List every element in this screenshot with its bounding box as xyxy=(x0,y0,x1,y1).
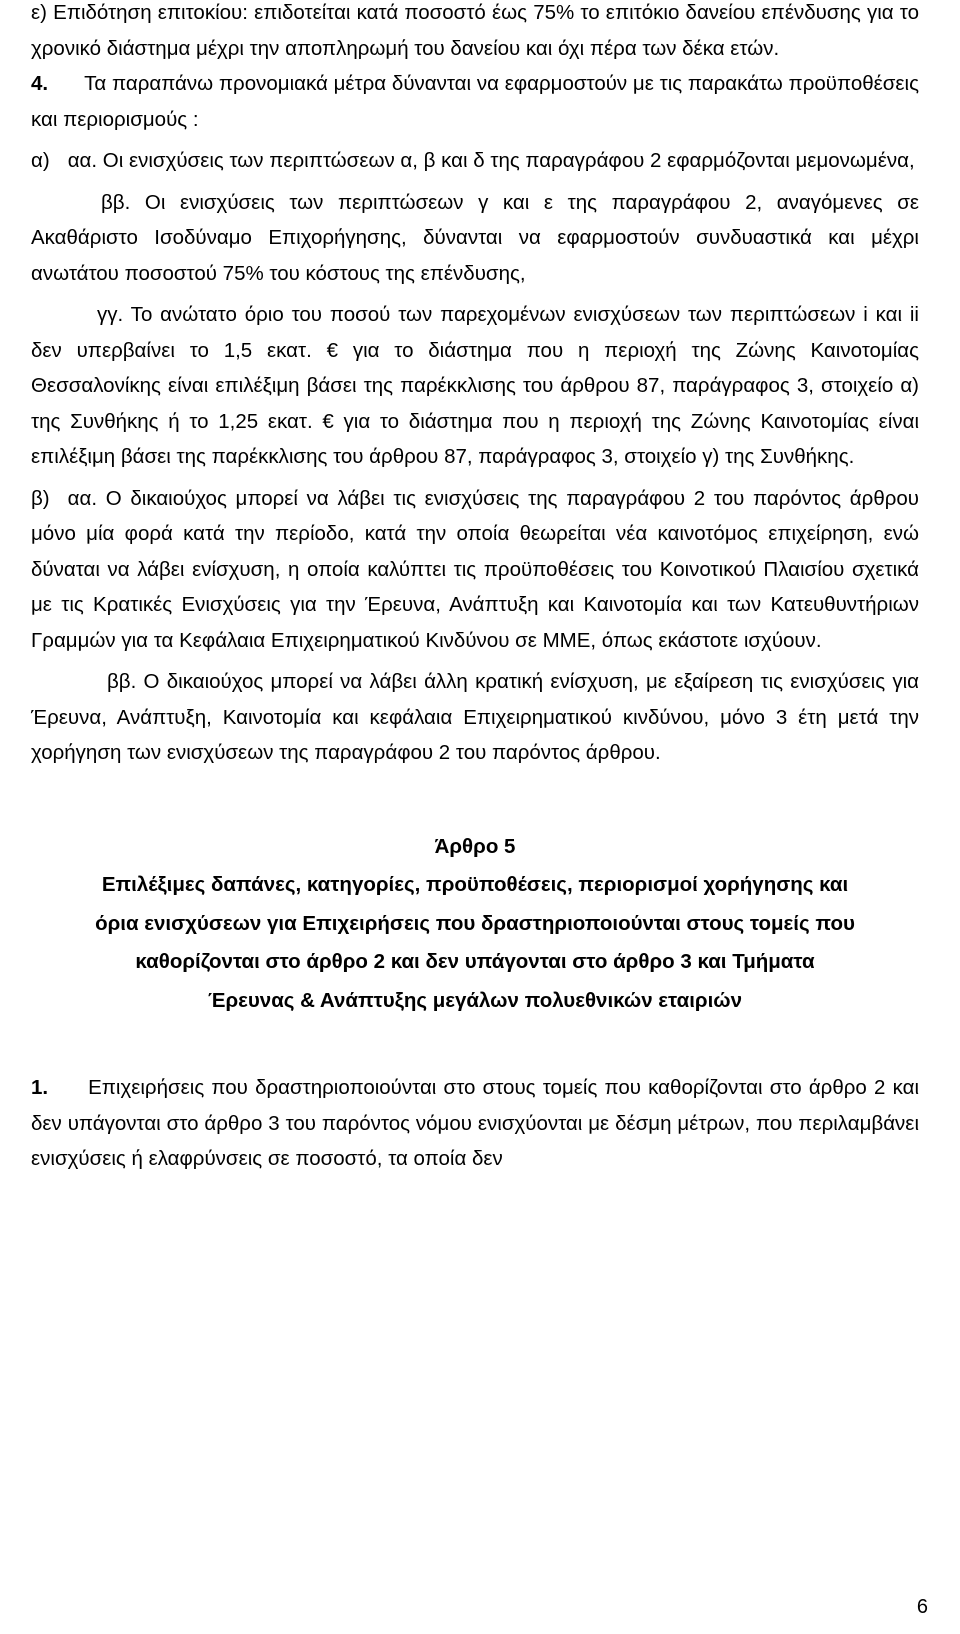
paragraph-e-text: ε) Επιδότηση επιτοκίου: επιδοτείται κατά ποσοστό έως 75% το επιτόκιο δανείου επένδυσης για το χρονικό διάστημα μέχρι την αποπληρωμή του δανείου και όχι πέρα των δέκα ετών. xyxy=(31,1,919,60)
item-a-label: α) xyxy=(31,149,50,172)
article-subtitle-line-4: Έρευνας & Ανάπτυξης μεγάλων πολυεθνικών εταιριών xyxy=(207,988,743,1012)
article-subtitle-line-2: όρια ενισχύσεων για Επιχειρήσεις που δραστηριοποιούνται στους τομείς που xyxy=(95,911,855,935)
item-a-aa-text: αα. Οι ενισχύσεις των περιπτώσεων α, β και δ της παραγράφου 2 εφαρμόζονται μεμονωμένα, xyxy=(67,149,915,172)
item-a-gg-text-2: για το διάστημα που η περιοχή της Ζώνης Καινοτομίας Θεσσαλονίκης είναι επιλέξιμη βάσει της παρέκκλισης του άρθρου 87, παράγραφος 3, στοιχείο α) της Συνθήκης ή το 1,25 εκατ. xyxy=(31,338,920,433)
item-a-bb-text: ββ. Οι ενισχύσεις των περιπτώσεων γ και ε της παραγράφου 2, αναγόμενες σε Ακαθάριστο Ισοδύναμο Επιχορήγησης, δύνανται να εφαρμοστούν συνδυαστικά και μέχρι ανωτάτου ποσοστού 75% του κόστους της επένδυσης, xyxy=(31,190,919,285)
article-paragraph-1 xyxy=(31,1070,919,1177)
item-b-aa-text: αα. Ο δικαιούχος μπορεί να λάβει τις ενισχύσεις της παραγράφου 2 του παρόντος άρθρου μόνο μία φορά κατά την περίοδο, κατά την οποία θεωρείται νέα καινοτόμος επιχείρηση, ενώ δύναται να λάβει ενίσχυση, η οποία καλύπτει τις προϋποθέσεις του Κοινοτικού Πλαισίου σχετικά με τις Κρατικές Ενισχύσεις για την Έρευνα, Ανάπτυξη και Καινοτομία και των Κατευθυντήριων Γραμμών για τα Κεφάλαια Επιχειρηματικού Κινδύνου σε ΜΜΕ, όπως εκάστοτε ισχύουν. xyxy=(31,486,919,652)
document-page xyxy=(31,0,919,1177)
article-subtitle-line-1: Επιλέξιμες δαπάνες, κατηγορίες, προϋποθέσεις, περιορισμοί χορήγησης και xyxy=(101,873,849,896)
paragraph-a-bb xyxy=(31,185,919,292)
article-subtitle-line-3: καθορίζονται στο άρθρο 2 και δεν υπάγονται στο άρθρο 3 και Τμήματα xyxy=(135,950,815,973)
item-b-bb-text: ββ. Ο δικαιούχος μπορεί να λάβει άλλη κρατική ενίσχυση, με εξαίρεση τις ενισχύσεις για Έρευνα, Ανάπτυξη, Καινοτομία και κεφάλαια Επιχειρηματικού κινδύνου, μόνο 3 έτη μετά την χορήγηση των ενισχύσεων της παραγράφου 2 του παρόντος άρθρου. xyxy=(31,670,919,764)
item-a-gg-text-3: για το διάστημα που η περιοχή της Ζώνης Καινοτομίας είναι επιλέξιμη βάσει της παρέκκλισης του άρθρου 87, παράγραφος 3, στοιχείο γ) της Συνθήκης. xyxy=(31,409,920,468)
item-b-label: β) xyxy=(31,486,50,510)
paragraph-b-aa xyxy=(31,481,919,659)
paragraph-4 xyxy=(31,66,919,137)
paragraph-a-gg xyxy=(31,297,919,475)
paragraph-e xyxy=(31,0,919,66)
euro-symbol: € xyxy=(322,409,334,433)
paragraph-b-bb xyxy=(31,664,919,771)
article-paragraph-1-number: 1. xyxy=(31,1076,49,1099)
article-paragraph-1-text: Επιχειρήσεις που δραστηριοποιούνται στο στους τομείς που καθορίζονται στο άρθρο 2 και δεν υπάγονται στο άρθρο 3 του παρόντος νόμου ενισχύονται με δέσμη μέτρων, που περιλαμβάνει ενισχύσεις ή ελαφρύνσεις σε ποσοστό, τα οποία δεν xyxy=(31,1076,919,1170)
page-number: 6 xyxy=(916,1596,928,1618)
item-a-gg-text-1: γγ. Το ανώτατο όριο του ποσού των παρεχομένων ενισχύσεων των περιπτώσεων i και ii δεν υπερβαίνει το 1,5 εκατ. xyxy=(31,303,919,362)
paragraph-4-number: 4. xyxy=(31,72,49,95)
article-title: Άρθρο 5 xyxy=(434,834,516,858)
paragraph-4-text: Τα παραπάνω προνομιακά μέτρα δύνανται να εφαρμοστούν με τις παρακάτω προϋποθέσεις και περιορισμούς : xyxy=(31,72,919,131)
euro-symbol: € xyxy=(326,338,338,362)
paragraph-a-aa xyxy=(31,143,919,179)
